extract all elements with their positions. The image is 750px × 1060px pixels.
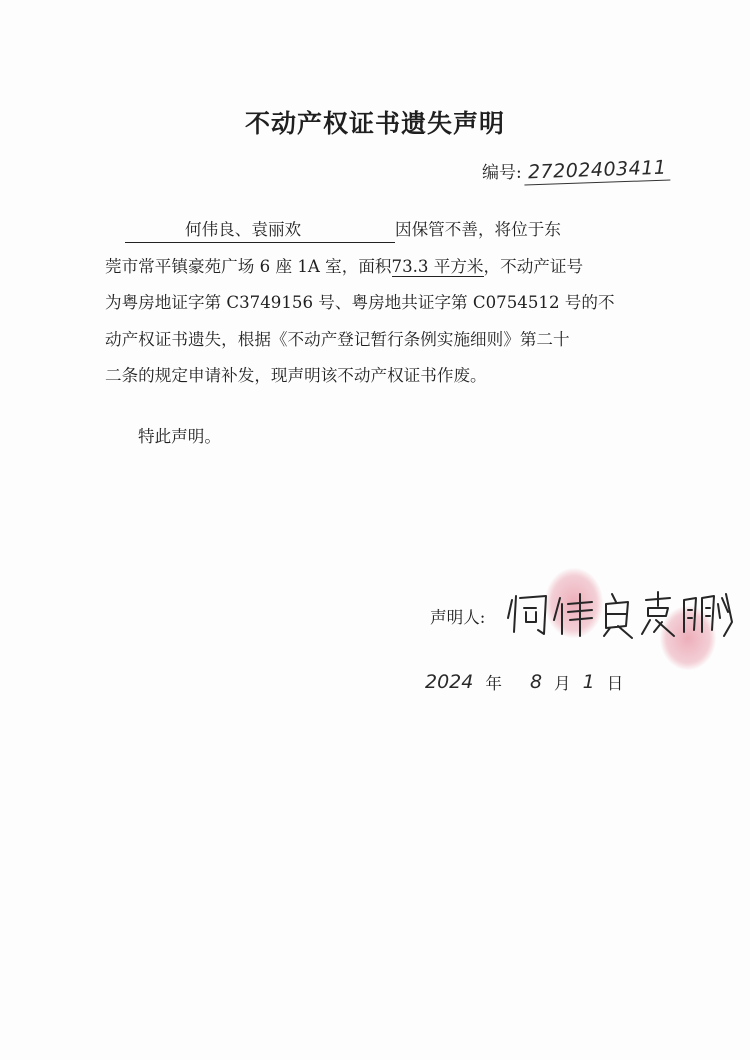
- date-year: 2024: [425, 671, 474, 693]
- statement-line-5: 二条的规定申请补发，现声明该不动产权证书作废。: [105, 366, 487, 385]
- owner-names: 何伟良、袁丽欢: [125, 218, 395, 243]
- handwritten-signature: [506, 582, 736, 642]
- statement-line-3: 为粤房地证字第 C3749156 号、粤房地共证字第 C0754512 号的不: [105, 293, 615, 312]
- date-day: 1: [582, 671, 595, 693]
- declarant-label: 声明人:: [430, 608, 486, 627]
- statement-line-2: [105, 249, 665, 286]
- statement-body: [105, 212, 665, 395]
- statement-line-4: 动产权证书遗失，根据《不动产登记暂行条例实施细则》第二十: [105, 329, 570, 349]
- closing-text: 特此声明。: [138, 427, 221, 446]
- declarant-block: [430, 582, 730, 662]
- line2-text-a: 莞市常平镇豪苑广场 6 座 1A 室，面积: [105, 256, 392, 276]
- serial-value: 27202403411: [523, 156, 670, 185]
- date-month-unit: 月: [554, 674, 571, 693]
- area-value: 73.3 平方米: [391, 256, 484, 276]
- line2-text-b: ，不动产证号: [483, 256, 584, 276]
- serial-label: 编号:: [482, 163, 522, 183]
- document-title: 不动产权证书遗失声明: [244, 109, 505, 138]
- date-month: 8: [529, 671, 543, 693]
- signature-date: [425, 670, 623, 694]
- line1-text: 因保管不善，将位于东: [395, 220, 561, 239]
- serial-number: [482, 158, 670, 183]
- date-year-unit: 年: [485, 674, 502, 693]
- statement-line-1: [65, 212, 665, 249]
- date-day-unit: 日: [606, 674, 624, 693]
